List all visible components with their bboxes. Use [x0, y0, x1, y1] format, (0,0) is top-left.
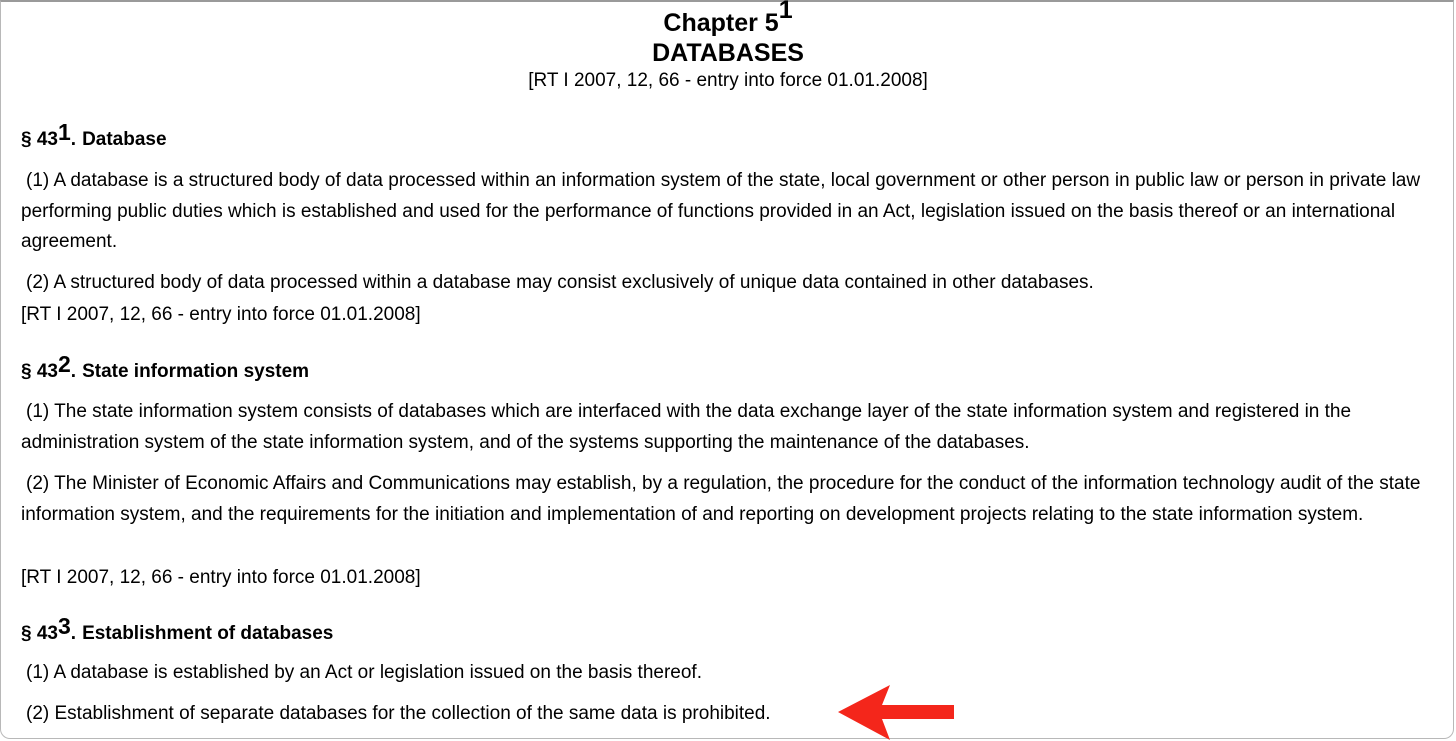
section-heading-database — [21, 118, 167, 152]
paragraph-text: (2) The Minister of Economic Affairs and Communications may establish, by a regulation, the procedure for the conduct of the information technology audit of the state information system, and the requirements for the initiation and implementation of and reporting on development projects relating to the state information system. — [21, 473, 1421, 525]
paragraph-text: (2) Establishment of separate databases for the collection of the same data is prohibited. — [26, 703, 771, 724]
section-reference: [RT I 2007, 12, 66 - entry into force 01.01.2008] — [21, 567, 421, 588]
chapter-reference: [RT I 2007, 12, 66 - entry into force 01.01.2008] — [528, 70, 928, 91]
section-reference: [RT I 2007, 12, 66 - entry into force 01.01.2008] — [21, 304, 421, 325]
section-sign: § 43 — [21, 361, 58, 382]
section-title: State information system — [82, 361, 310, 382]
chapter-subtitle: DATABASES — [652, 39, 804, 67]
section-number: § $43^1$. — [21, 118, 77, 150]
section-sign: § 43 — [21, 129, 58, 150]
chapter-title-text: Chapter 5 — [663, 9, 779, 37]
paragraph — [21, 397, 1436, 458]
paragraph — [21, 268, 1436, 299]
paragraph-text: (1) A database is established by an Act or legislation issued on the basis thereof. — [26, 662, 702, 683]
section-sup: 3 — [57, 612, 71, 639]
section-title: Database — [82, 129, 167, 150]
paragraph-highlighted — [21, 699, 1436, 730]
paragraph-text: (1) A database is a structured body of data processed within an information system of the state, local government or other person in public law or person in private law performing public duties which is established and used for the performance of functions provided in an Act, legislation issued on the basis thereof or an international agreement. — [21, 170, 1421, 252]
paragraph-text: (1) The state information system consists of databases which are interfaced with the data exchange layer of the state information system and registered in the administration system of the state information system, and of the systems supporting the maintenance of the databases. — [21, 401, 1352, 453]
paragraph — [21, 469, 1436, 530]
section-number: § $43^3$. — [21, 612, 77, 644]
section-heading-establishment-of-databases — [21, 612, 334, 646]
section-number: § $43^2$. — [21, 350, 77, 382]
chapter-title-sup: 1 — [778, 0, 793, 24]
paragraph-text: (2) A structured body of data processed within a database may consist exclusively of unique data contained in other databases. — [26, 272, 1094, 293]
section-sign: § 43 — [21, 623, 58, 644]
paragraph — [21, 166, 1436, 258]
section-heading-state-information-system — [21, 350, 310, 384]
chapter-title — [0, 0, 1456, 38]
paragraph — [21, 658, 1436, 689]
chapter-header — [0, 0, 1456, 94]
section-sup: 2 — [57, 350, 71, 377]
arrow-left-icon — [838, 685, 956, 740]
section-sup: 1 — [57, 118, 71, 145]
section-title: Establishment of databases — [82, 623, 334, 644]
